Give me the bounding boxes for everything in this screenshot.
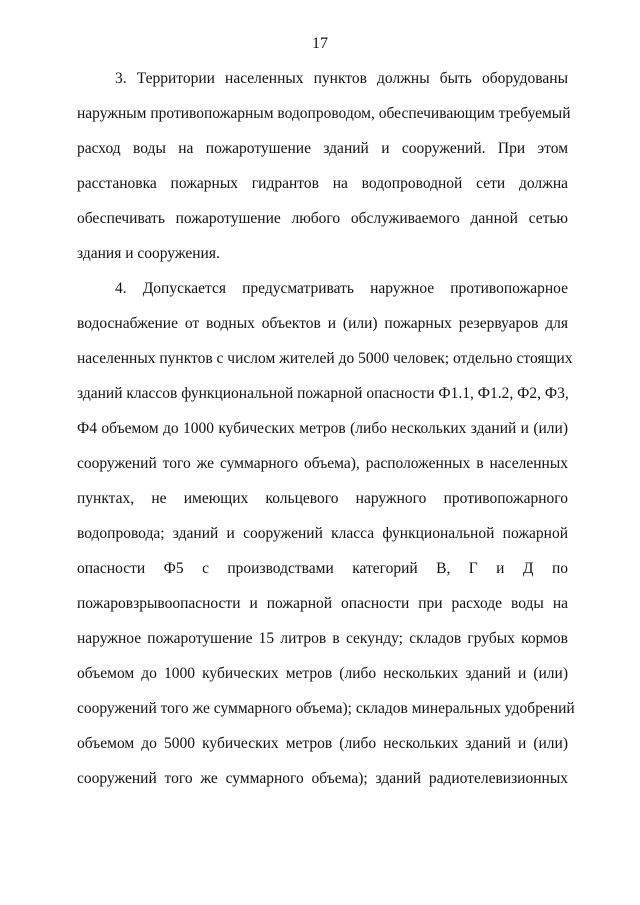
paragraph-line: пожаровзрывоопасности и пожарной опасности при расходе воды на — [77, 595, 568, 612]
paragraph-line: водопровода; зданий и сооружений класса функциональной пожарной — [77, 525, 568, 542]
paragraph-line: опасности Ф5 с производствами категорий В, Г и Д по — [77, 560, 568, 577]
paragraph-line: сооружений того же суммарного объема); складов минеральных удобрений — [77, 700, 575, 717]
page-number: 17 — [312, 35, 328, 52]
paragraph-line: зданий классов функциональной пожарной опасности Ф1.1, Ф1.2, Ф2, Ф3, — [77, 385, 569, 402]
paragraph-line: наружным противопожарным водопроводом, обеспечивающим требуемый — [77, 105, 571, 122]
paragraph-line: населенных пунктов с числом жителей до 5000 человек; отдельно стоящих — [77, 350, 573, 367]
paragraph-line: сооружений того же суммарного объема), расположенных в населенных — [77, 455, 568, 472]
paragraph-line: пунктах, не имеющих кольцевого наружного противопожарного — [77, 490, 568, 507]
paragraph-line: объемом до 5000 кубических метров (либо нескольких зданий и (или) — [77, 735, 568, 752]
paragraph-line: 3. Территории населенных пунктов должны быть оборудованы — [115, 70, 568, 87]
paragraph-line: объемом до 1000 кубических метров (либо нескольких зданий и (или) — [77, 665, 568, 682]
paragraph-line: расстановка пожарных гидрантов на водопроводной сети должна — [77, 175, 568, 192]
paragraph-line: обеспечивать пожаротушение любого обслуживаемого данной сетью — [77, 210, 568, 227]
paragraph-line: водоснабжение от водных объектов и (или) пожарных резервуаров для — [77, 315, 568, 332]
paragraph-line: расход воды на пожаротушение зданий и сооружений. При этом — [77, 140, 568, 157]
paragraph-line: Ф4 объемом до 1000 кубических метров (либо нескольких зданий и (или) — [77, 420, 568, 437]
paragraph-line: наружное пожаротушение 15 литров в секунду; складов грубых кормов — [77, 630, 568, 647]
paragraph-line: сооружений того же суммарного объема); зданий радиотелевизионных — [77, 770, 568, 787]
paragraph-line: здания и сооружения. — [77, 245, 220, 262]
paragraph-line: 4. Допускается предусматривать наружное противопожарное — [115, 280, 568, 297]
